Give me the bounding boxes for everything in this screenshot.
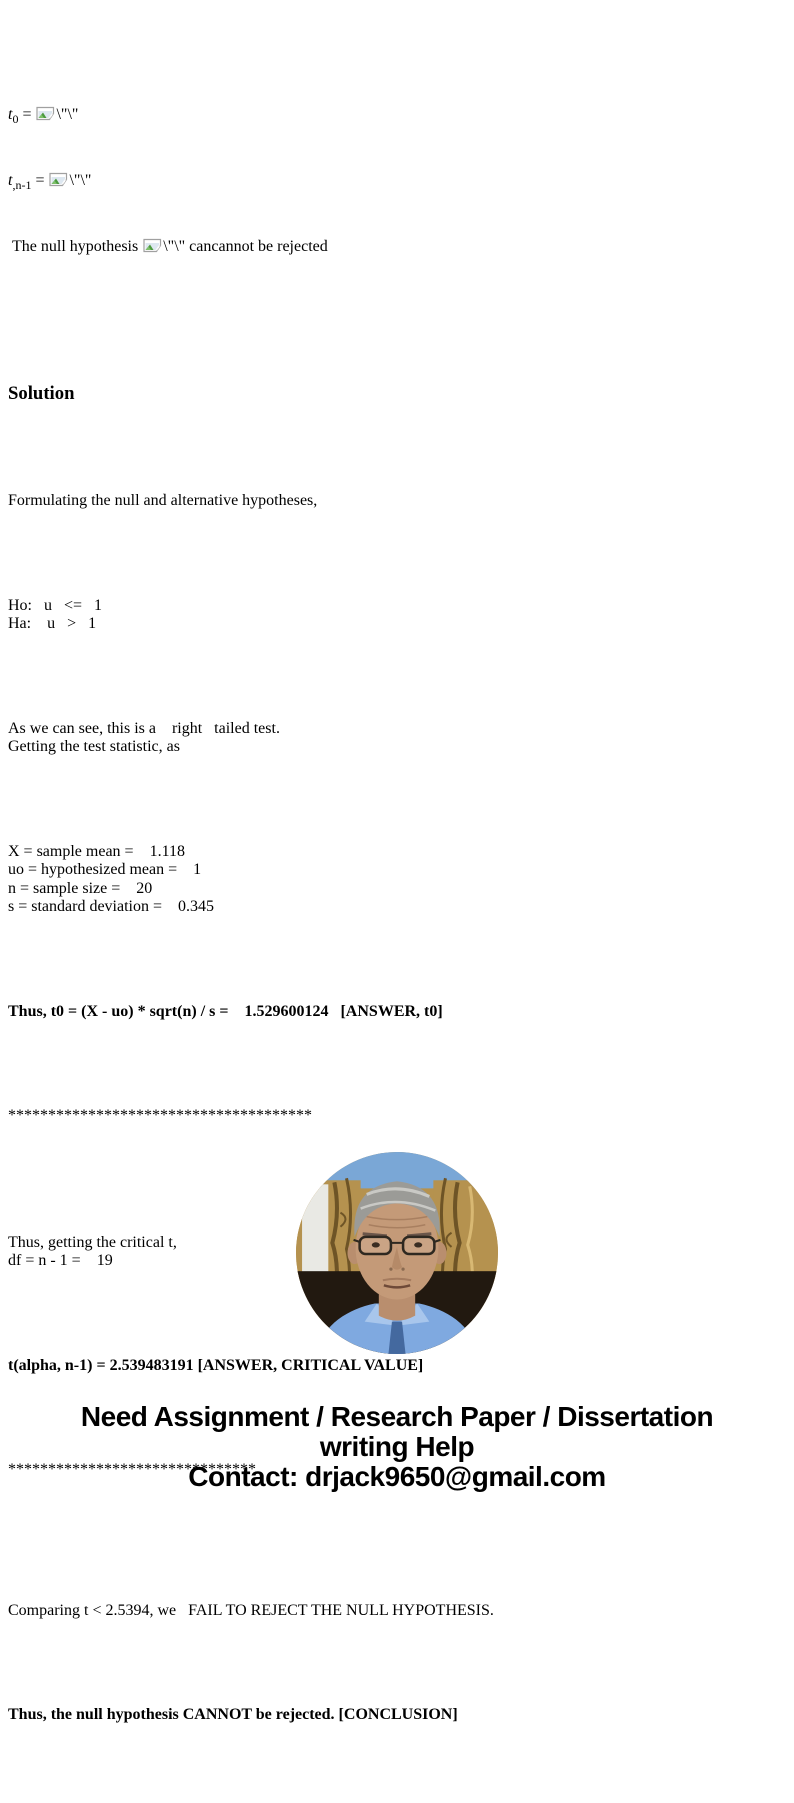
df-line: df = n - 1 = 19 [8, 1252, 113, 1270]
advertisement-footer [0, 1402, 794, 1492]
null-hypothesis-line [8, 234, 786, 260]
equals-sign: = [18, 106, 36, 123]
equation-t-critical [8, 168, 786, 198]
null-hypothesis-text: The null hypothesis [8, 238, 143, 256]
sample-mean-line: X = sample mean = 1.118 [8, 842, 185, 860]
hypotheses-paragraph [8, 597, 786, 634]
critical-intro-line: Thus, getting the critical t, [8, 1233, 177, 1251]
broken-image-icon [36, 106, 55, 121]
ha-line: Ha: u > 1 [8, 615, 97, 633]
broken-image-icon [49, 172, 68, 187]
tn1-subscript: ,n-1 [12, 178, 32, 193]
equation-t0 [8, 102, 786, 132]
critical-value-answer-line: t(alpha, n-1) = 2.539483191 [ANSWER, CRITICAL VALUE] [8, 1356, 424, 1374]
alt-text: \"\" [69, 172, 92, 190]
statistic-intro-line: Getting the test statistic, as [8, 738, 180, 756]
test-type-paragraph [8, 720, 786, 757]
std-deviation-line: s = standard deviation = 0.345 [8, 898, 215, 916]
alt-text: \"\" [56, 106, 79, 123]
tutor-avatar [296, 1152, 498, 1354]
t0-subscript: 0 [12, 112, 19, 127]
null-hypothesis-suffix: cancannot be rejected [185, 238, 328, 256]
broken-image-icon [143, 238, 162, 253]
tutor-avatar-illustration [296, 1152, 498, 1354]
h0-line: Ho: u <= 1 [8, 596, 103, 614]
conclusion-line: Thus, the null hypothesis CANNOT be rejected. [CONCLUSION] [8, 1706, 458, 1724]
footer-contact-email: Contact: drjack9650@gmail.com [188, 1461, 606, 1492]
statistics-values-paragraph [8, 843, 786, 917]
solution-heading: Solution [8, 383, 75, 405]
footer-line-2: writing Help [319, 1431, 475, 1462]
t-symbol: t [8, 172, 13, 190]
equation-block [8, 66, 786, 296]
footer-line-1: Need Assignment / Research Paper / Dissertation [80, 1401, 714, 1432]
formulating-paragraph: Formulating the null and alternative hypotheses, [8, 492, 318, 510]
hypothesized-mean-line: uo = hypothesized mean = 1 [8, 861, 202, 879]
comparison-line: Comparing t < 2.5394, we FAIL TO REJECT THE NULL HYPOTHESIS. [8, 1601, 494, 1619]
alt-text: \"\" [163, 238, 186, 256]
sample-size-line: n = sample size = 20 [8, 879, 153, 897]
separator-2: ******************************* [8, 1461, 256, 1479]
separator-1: ************************************** [8, 1107, 312, 1125]
equals-sign: = [31, 172, 49, 190]
t0-answer-line: Thus, t0 = (X - uo) * sqrt(n) / s = 1.529600124 [ANSWER, t0] [8, 1002, 443, 1020]
tail-line: As we can see, this is a right tailed test. [8, 719, 280, 737]
t-symbol: t [8, 106, 13, 123]
